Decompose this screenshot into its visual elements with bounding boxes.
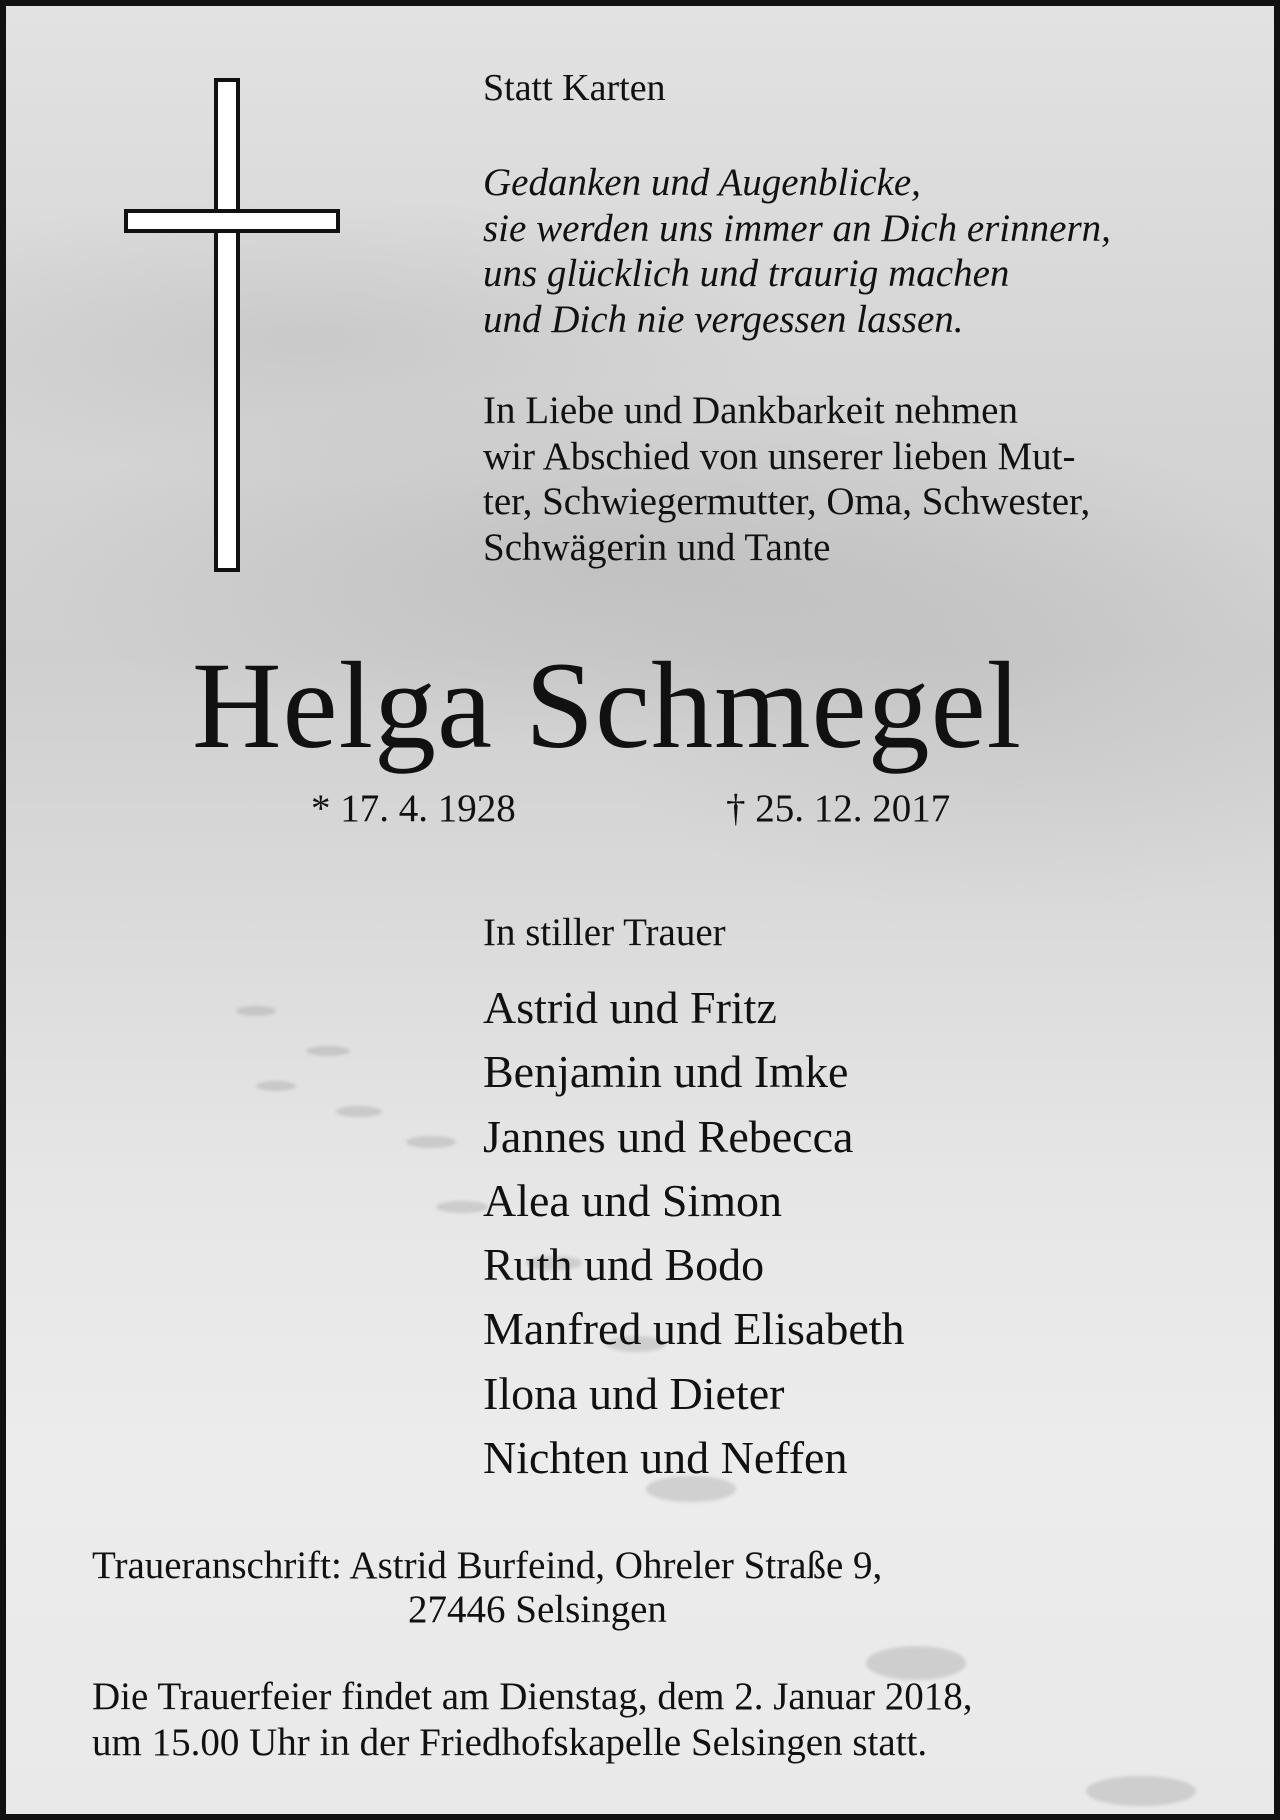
farewell-line: ter, Schwiegermutter, Oma, Schwester, (483, 480, 1091, 523)
poem-line: uns glücklich und traurig machen (483, 252, 1010, 295)
mourner-entry: Nichten und Neffen (483, 1432, 848, 1484)
mourner-entry: Ruth und Bodo (483, 1239, 765, 1291)
mourner-entry: Alea und Simon (483, 1174, 782, 1226)
funeral-service-info (92, 1674, 973, 1766)
death-date: † 25. 12. 2017 (726, 787, 951, 830)
farewell-line: wir Abschied von unserer lieben Mut- (483, 434, 1076, 478)
farewell-line: Schwägerin und Tante (483, 525, 831, 569)
mourners-list (483, 976, 905, 1490)
background-footprint (306, 1046, 350, 1056)
poem-line: und Dich nie vergessen lassen. (483, 297, 964, 341)
service-line: um 15.00 Uhr in der Friedhofskapelle Selsingen statt. (92, 1721, 928, 1764)
address-line: Traueranschrift: Astrid Burfeind, Ohreler Straße 9, (92, 1544, 883, 1587)
background-footprint (436, 1201, 488, 1213)
background-footprint (1086, 1776, 1196, 1806)
background-footprint (236, 1006, 276, 1016)
mourner-entry: Jannes und Rebecca (483, 1110, 854, 1162)
service-line: Die Trauerfeier findet am Dienstag, dem 2. Januar 2018, (92, 1675, 973, 1718)
memorial-poem (483, 160, 1111, 342)
mourner-entry: Manfred und Elisabeth (483, 1303, 905, 1355)
farewell-line: In Liebe und Dankbarkeit nehmen (483, 389, 1018, 432)
statt-karten-header: Statt Karten (483, 67, 666, 109)
mourner-entry: Astrid und Fritz (483, 982, 777, 1033)
birth-date: * 17. 4. 1928 (311, 787, 516, 830)
poem-line: sie werden uns immer an Dich erinnern, (483, 206, 1111, 250)
poem-line: Gedanken und Augenblicke, (483, 161, 921, 204)
latin-cross-icon (122, 78, 342, 572)
mourning-address (92, 1544, 882, 1632)
background-footprint (406, 1136, 456, 1148)
mourner-entry: Benjamin und Imke (483, 1046, 849, 1098)
address-line: 27446 Selsingen (408, 1588, 667, 1631)
background-footprint (336, 1106, 382, 1117)
mourning-intro: In stiller Trauer (483, 911, 726, 954)
farewell-paragraph (483, 388, 1090, 570)
deceased-name: Helga Schmegel (192, 637, 1023, 774)
mourner-entry: Ilona und Dieter (483, 1367, 785, 1419)
background-footprint (256, 1081, 296, 1091)
